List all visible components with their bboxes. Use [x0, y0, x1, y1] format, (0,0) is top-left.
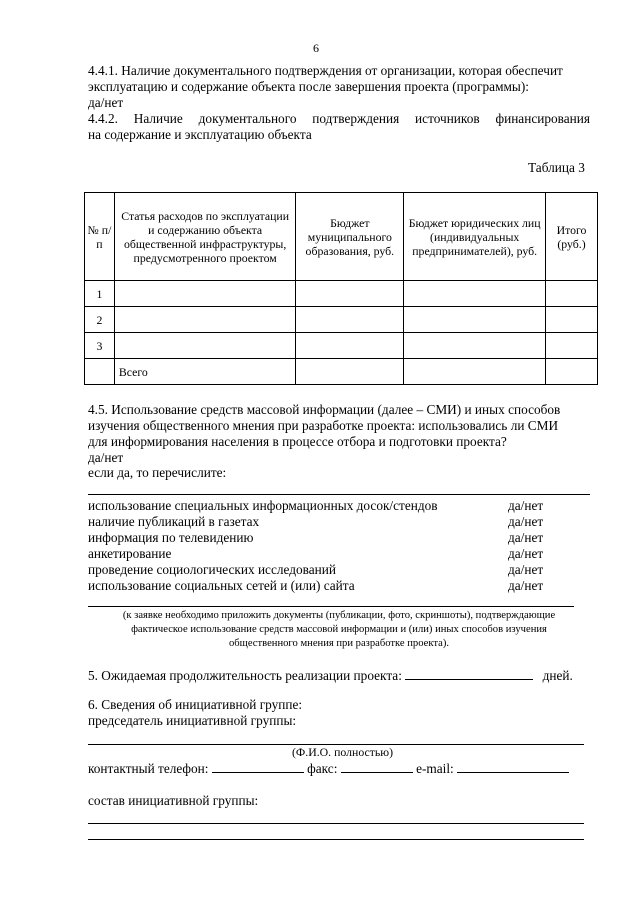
table3-cell[interactable]	[404, 281, 546, 307]
phone-label: контактный телефон:	[88, 761, 209, 776]
list-item: информация по телевидению	[88, 530, 254, 545]
members-input-line[interactable]	[88, 839, 584, 840]
section-6-title: 6. Сведения об инициативной группе:	[88, 697, 303, 712]
list-item-answer[interactable]: да/нет	[508, 498, 544, 513]
table3-caption: Таблица 3	[528, 160, 585, 175]
fax-label: факс:	[307, 761, 338, 776]
table3-total-label: Всего	[114, 359, 296, 385]
table3-cell[interactable]	[114, 307, 296, 333]
section-441-line1: 4.4.1. Наличие документального подтверждения от организации, которая обеспечит	[88, 63, 563, 78]
table3-cell[interactable]	[296, 307, 404, 333]
section-441-answer: да/нет	[88, 95, 124, 110]
table3-cell[interactable]	[404, 359, 546, 385]
chair-label: председатель инициативной группы:	[88, 713, 297, 728]
fax-input[interactable]	[341, 760, 413, 773]
list-item: анкетирование	[88, 546, 172, 561]
section-441-line2: эксплуатацию и содержание объекта после завершения проекта (программы):	[88, 79, 529, 94]
list-item-answer[interactable]: да/нет	[508, 578, 544, 593]
divider	[88, 606, 574, 607]
table3-cell[interactable]	[114, 333, 296, 359]
duration-unit: дней.	[542, 668, 573, 683]
table3-cell	[85, 359, 115, 385]
duration-input[interactable]	[405, 667, 533, 680]
fio-caption: (Ф.И.О. полностью)	[292, 745, 394, 759]
list-item: использование специальных информационных досок/стендов	[88, 498, 438, 513]
table3-header-municipal: Бюджет муниципального образования, руб.	[296, 193, 404, 281]
list-item-answer[interactable]: да/нет	[508, 546, 544, 561]
table3-cell[interactable]	[296, 333, 404, 359]
members-input-line[interactable]	[88, 823, 584, 824]
list-item: проведение социологических исследований	[88, 562, 336, 577]
table3-cell[interactable]	[296, 281, 404, 307]
contacts-line	[88, 760, 569, 777]
phone-input[interactable]	[212, 760, 304, 773]
section-45-line1: 4.5. Использование средств массовой информации (далее – СМИ) и иных способов	[88, 402, 561, 417]
table3-row-number: 2	[85, 307, 115, 333]
section-5-line	[88, 667, 573, 684]
section-45-list-intro: если да, то перечислите:	[88, 465, 227, 480]
divider	[88, 494, 590, 495]
email-input[interactable]	[457, 760, 569, 773]
section-45-line2: изучения общественного мнения при разработке проекта: использовались ли СМИ	[88, 418, 559, 433]
table3-cell[interactable]	[546, 307, 598, 333]
table3-header-total: Итого (руб.)	[546, 193, 598, 281]
list-item-answer[interactable]: да/нет	[508, 562, 544, 577]
section-442-line2: на содержание и эксплуатацию объекта	[88, 127, 312, 142]
section-45-answer: да/нет	[88, 450, 124, 465]
section-45-line3: для информирования населения в процессе отбора и подготовки проекта?	[88, 434, 507, 449]
table3-cell[interactable]	[404, 333, 546, 359]
table3-cell[interactable]	[114, 281, 296, 307]
list-item: использование социальных сетей и (или) сайта	[88, 578, 355, 593]
members-label: состав инициативной группы:	[88, 793, 259, 808]
table-row	[85, 281, 598, 307]
table-row	[85, 359, 598, 385]
list-item: наличие публикаций в газетах	[88, 514, 260, 529]
table3	[84, 192, 598, 385]
table3-header-article: Статья расходов по эксплуатации и содержанию объекта общественной инфраструктуры, предусмотренного проектом	[114, 193, 296, 281]
table3-cell[interactable]	[546, 281, 598, 307]
attachment-note: (к заявке необходимо приложить документы (публикации, фото, скриншоты), подтверждающие фактическое использование средств массовой информации и (или) иных способов изучения общественного мнения при разработке проекта).	[122, 610, 556, 649]
table3-cell[interactable]	[546, 359, 598, 385]
section-442-line1: 4.4.2. Наличие документального подтверждения источников финансирования	[88, 111, 590, 126]
table-row	[85, 307, 598, 333]
list-item-answer[interactable]: да/нет	[508, 514, 544, 529]
email-label: e-mail:	[416, 761, 454, 776]
page-number: 6	[313, 41, 319, 55]
table3-cell[interactable]	[546, 333, 598, 359]
table3-cell[interactable]	[404, 307, 546, 333]
duration-label: 5. Ожидаемая продолжительность реализации проекта:	[88, 668, 402, 683]
list-item-answer[interactable]: да/нет	[508, 530, 544, 545]
table3-row-number: 1	[85, 281, 115, 307]
table-row	[85, 333, 598, 359]
table3-header-num: № п/п	[85, 193, 115, 281]
table3-header-row	[85, 193, 598, 281]
table3-cell[interactable]	[296, 359, 404, 385]
table3-row-number: 3	[85, 333, 115, 359]
table3-header-legal: Бюджет юридических лиц (индивидуальных предпринимателей), руб.	[404, 193, 546, 281]
